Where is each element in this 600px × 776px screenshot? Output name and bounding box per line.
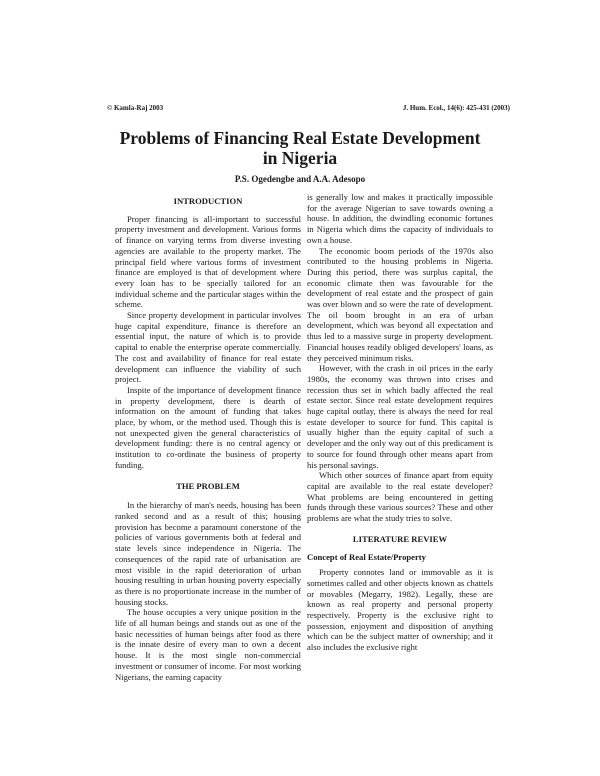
problem-paragraph-2: The house occupies a very unique position in the life of all human beings and stands out as one of the basic necessities of human beings after food as there is the innate desire of every man to own a decent house. It is the most single non-commercial investment or consumer of income. For most working Nigerians, the earning capacity: [115, 607, 301, 682]
intro-paragraph-2: Since property development in particular involves huge capital expenditure, finance is therefore an essential input, the nature of which is to provide capital to enable the enterprise operate commercially. The cost and availability of finance for real estate development can influence the viability of such project.: [115, 310, 301, 385]
intro-paragraph-3: Inspite of the importance of development finance in property development, there is dearth of information on the amount of funding that takes place, by whom, or the method used. Though this is not unexpected given the general characteristics of development funding: there is no central agency or institution to co-ordinate the business of property funding.: [115, 384, 301, 470]
journal-copyright: © Kamla-Raj 2003: [107, 104, 164, 112]
body-paragraph-3: Which other sources of finance apart from equity capital are available to the real estate developer? What problems are being encountered in getting funds through these various sources? These and other problems are what the study tries to solve.: [307, 470, 493, 524]
continued-paragraph: is generally low and makes it practically impossible for the average Nigerian to save towards owning a house. In addition, the dwindling economic fortunes in Nigeria which dims the capacity of individuals to own a house.: [307, 192, 493, 245]
right-column: [307, 192, 493, 653]
intro-paragraph-1: Proper financing is all-important to successful property investment and development. Various forms of finance on varying terms from diverse investing agencies are available to the property market. The principal field where various forms of investment finance are employed is that of development where every loan has to be specially tailored for an individual scheme and the particular stages within the scheme.: [115, 213, 301, 310]
body-paragraph-2: However, with the crash in oil prices in the early 1980s, the economy was thrown into crises and recession thus set in which badly affected the real estate sector. Since real estate development requires huge capital outlay, there is always the need for real estate developer to source for fund. This capital is usually higher than the equity capital of such a developer and the only way out of this predicament is to source for found through other means apart from his personal savings.: [307, 363, 493, 470]
paper-title-line-1: Problems of Financing Real Estate Development: [119, 128, 481, 148]
problem-paragraph-1: In the hierarchy of man's needs, housing has been ranked second and as a result of this; housing provision has become a paramount conerstone of the policies of various governments both at federal and state levels since independence in Nigeria. The consequences of the rapid rate of urbanisation are most visible in the rapid deterioration of urban housing resulting in urban housing poverty especially as there is no proportionate increase in the number of housing stocks.: [115, 500, 301, 607]
concept-heading: Concept of Real Estate/Property: [307, 551, 426, 562]
paper-title-line-2: in Nigeria: [262, 148, 338, 168]
problem-heading: THE PROBLEM: [176, 480, 240, 491]
paper-title: [0, 128, 600, 168]
body-paragraph-1: The economic boom periods of the 1970s also contributed to the housing problems in Nigeria. During this period, there was surplus capital, the economic climate then was favourable for the development of real estate and the prospect of gain was over blown and so were the rate of development. The oil boom brought in an era of urban development, which was beyond all expectation and thus led to a massive surge in property development. Financial houses readily obliged developers' loans, as they perceived minimum risks.: [307, 245, 493, 363]
journal-citation: J. Hum. Ecol., 14(6): 425-431 (2003): [402, 104, 510, 112]
paper-authors: P.S. Ogedengbe and A.A. Adesopo: [234, 174, 366, 184]
literature-review-heading: LITERATURE REVIEW: [352, 533, 448, 544]
left-column: [115, 192, 301, 682]
concept-paragraph: Property connotes land or immovable as it is sometimes called and other objects known as chattels or movables (Megarry, 1982). Legally, these are known as real property and personal property respectively. Property is the exclusive right to possession, enjoyment and disposition of anything which can be the subject matter of ownership; and it also includes the exclusive right: [307, 567, 493, 653]
introduction-heading: INTRODUCTION: [173, 196, 243, 206]
